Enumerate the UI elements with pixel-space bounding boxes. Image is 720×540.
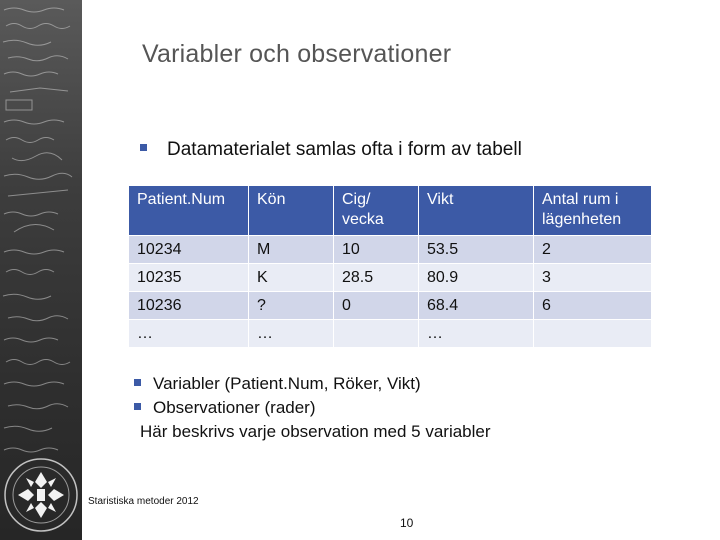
table-header-cell: Vikt bbox=[419, 186, 534, 236]
table-cell: 80.9 bbox=[419, 264, 534, 292]
data-table bbox=[128, 185, 652, 348]
chalkboard-sidebar bbox=[0, 0, 82, 540]
table-row bbox=[129, 264, 652, 292]
table-cell: … bbox=[129, 320, 249, 348]
slide-title: Variabler och observationer bbox=[142, 40, 452, 68]
footer-note: Staristiska metoder 2012 bbox=[88, 496, 199, 507]
table-cell bbox=[334, 320, 419, 348]
table-row bbox=[129, 320, 652, 348]
table-header-cell: Cig/ vecka bbox=[334, 186, 419, 236]
table-cell: 3 bbox=[534, 264, 652, 292]
table-cell: 2 bbox=[534, 236, 652, 264]
table-cell: 10236 bbox=[129, 292, 249, 320]
table-header-cell: Antal rum i lägenheten bbox=[534, 186, 652, 236]
table-cell: 10 bbox=[334, 236, 419, 264]
square-bullet-icon bbox=[140, 144, 147, 151]
university-seal-logo bbox=[5, 459, 77, 531]
main-bullet bbox=[140, 139, 522, 161]
table-cell: 0 bbox=[334, 292, 419, 320]
square-bullet-icon bbox=[134, 403, 141, 410]
table-cell: K bbox=[249, 264, 334, 292]
table-row bbox=[129, 236, 652, 264]
summary-line: Här beskrivs varje observation med 5 variabler bbox=[140, 422, 491, 441]
table-cell: 10234 bbox=[129, 236, 249, 264]
chalkboard-scribbles bbox=[0, 0, 82, 540]
table-header-row bbox=[129, 186, 652, 236]
table-cell: … bbox=[419, 320, 534, 348]
list-item-text: Observationer (rader) bbox=[153, 398, 316, 417]
table-cell: 28.5 bbox=[334, 264, 419, 292]
main-bullet-text: Datamaterialet samlas ofta i form av tabell bbox=[167, 139, 522, 160]
list-item-text: Variabler (Patient.Num, Röker, Vikt) bbox=[153, 374, 421, 393]
table-header-cell: Kön bbox=[249, 186, 334, 236]
table-cell: 68.4 bbox=[419, 292, 534, 320]
list-item bbox=[140, 372, 491, 396]
bullet-list bbox=[140, 372, 491, 444]
list-item bbox=[140, 396, 491, 420]
table-cell: … bbox=[249, 320, 334, 348]
table-cell: 10235 bbox=[129, 264, 249, 292]
table-cell: ? bbox=[249, 292, 334, 320]
table-header-cell: Patient.Num bbox=[129, 186, 249, 236]
table-cell: M bbox=[249, 236, 334, 264]
table-cell bbox=[534, 320, 652, 348]
table-row bbox=[129, 292, 652, 320]
table-cell: 53.5 bbox=[419, 236, 534, 264]
square-bullet-icon bbox=[134, 379, 141, 386]
page-number: 10 bbox=[400, 516, 414, 530]
table-cell: 6 bbox=[534, 292, 652, 320]
